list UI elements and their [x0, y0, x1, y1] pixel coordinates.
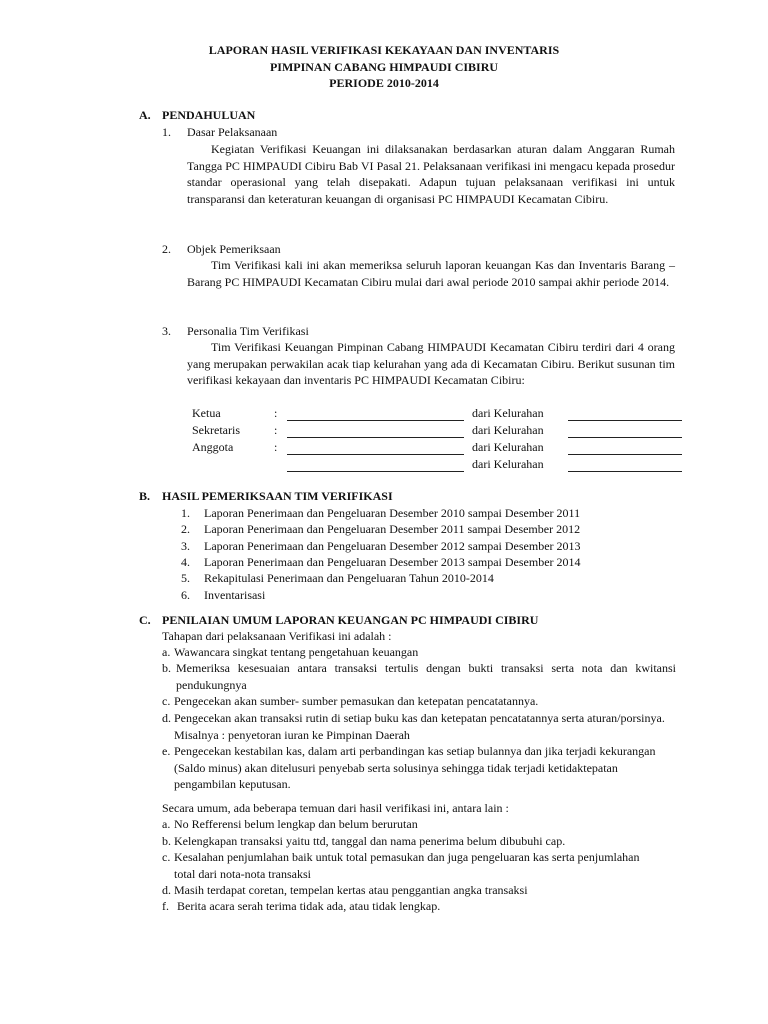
roster-colon: :: [274, 423, 278, 437]
list-item: Laporan Penerimaan dan Pengeluaran Desember 2011 sampai Desember 2012: [204, 522, 581, 536]
roster-kelurahan-line: [568, 471, 682, 472]
finding-letter: a.: [162, 817, 171, 831]
finding-letter: b.: [162, 834, 171, 848]
roster-role-label: Ketua: [192, 406, 221, 420]
finding-text: Kelengkapan transaksi yaitu ttd, tanggal dan nama penerima belum dibubuhi cap.: [174, 834, 566, 848]
finding-text: No Refferensi belum lengkap dan belum berurutan: [174, 817, 418, 831]
roster-suffix: dari Kelurahan: [472, 457, 544, 471]
section-a-item-3-num: 3.: [162, 324, 171, 338]
step-letter: e.: [162, 744, 171, 758]
finding-letter: d.: [162, 883, 171, 897]
roster-kelurahan-line: [568, 420, 682, 421]
step-text: Memeriksa kesesuaian antara transaksi tertulis dengan bukti transaksi serta nota dan kwitansi pendukungnya: [176, 661, 676, 692]
section-a-item-1-title: Dasar Pelaksanaan: [187, 125, 278, 139]
step-letter: b.: [162, 661, 171, 675]
list-item-num: 1.: [181, 506, 190, 520]
list-item: Inventarisasi: [204, 588, 266, 602]
roster-name-line: [287, 471, 464, 472]
roster-name-line: [287, 454, 464, 455]
section-b-letter: B.: [139, 489, 151, 503]
list-item-num: 4.: [181, 555, 190, 569]
list-item: Laporan Penerimaan dan Pengeluaran Desember 2010 sampai Desember 2011: [204, 506, 581, 520]
finding-text: Berita acara serah terima tidak ada, atau tidak lengkap.: [174, 899, 441, 913]
roster-suffix: dari Kelurahan: [472, 440, 544, 454]
section-c-letter: C.: [139, 613, 151, 627]
step-text: Pengecekan kestabilan kas, dalam arti perbandingan kas setiap bulannya dan jika terjadi kekurangan (Saldo minus) akan ditelusuri penyebab serta solusinya sehingga tidak terjadi ketidaktepatan pengambilan keputusan.: [174, 744, 656, 791]
section-a-item-3-text: Tim Verifikasi Keuangan Pimpinan Cabang HIMPAUDI Kecamatan Cibiru terdiri dari 4 orang yang merupakan perwakilan acak tiap kelurahan yang ada di Kecamatan Cibiru. Berikut susunan tim verifikasi kekayaan dan inventaris PC HIMPAUDI Kecamatan Cibiru:: [187, 340, 675, 387]
document-title: [0, 42, 768, 92]
finding-letter: f.: [162, 899, 169, 913]
roster-suffix: dari Kelurahan: [472, 423, 544, 437]
step-letter: a.: [162, 645, 171, 659]
list-item: Laporan Penerimaan dan Pengeluaran Desember 2012 sampai Desember 2013: [204, 539, 581, 553]
section-b-title: HASIL PEMERIKSAAN TIM VERIFIKASI: [162, 489, 393, 503]
section-a-item-2-title: Objek Pemeriksaan: [187, 242, 281, 256]
section-a-item-1-num: 1.: [162, 125, 171, 139]
finding-text: Masih terdapat coretan, tempelan kertas atau penggantian angka transaksi: [174, 883, 528, 897]
roster-name-line: [287, 437, 464, 438]
step-text: Pengecekan akan sumber- sumber pemasukan dan ketepatan pencatatannya.: [174, 694, 539, 708]
section-a-item-1-text: Kegiatan Verifikasi Keuangan ini dilaksanakan berdasarkan aturan dalam Anggaran Rumah Tangga PC HIMPAUDI Cibiru Bab VI Pasal 21. Pelaksanaan verifikasi ini mengacu kepada prosedur standar operasional yang telah disepakati. Adapun tujuan pelaksanaan verifikasi ini untuk transparansi dan keteraturan keuangan di organisasi PC HIMPAUDI Kecamatan Cibiru.: [187, 142, 675, 206]
list-item: Rekapitulasi Penerimaan dan Pengeluaran Tahun 2010-2014: [204, 571, 494, 585]
finding-text: Kesalahan penjumlahan baik untuk total pemasukan dan juga pengeluaran kas serta penjumlahan total dari nota-nota transaksi: [174, 850, 640, 881]
section-a-title: PENDAHULUAN: [162, 108, 256, 122]
findings-intro: Secara umum, ada beberapa temuan dari hasil verifikasi ini, antara lain :: [162, 801, 509, 815]
step-letter: c.: [162, 694, 171, 708]
list-item-num: 6.: [181, 588, 190, 602]
section-a-item-2-text: Tim Verifikasi kali ini akan memeriksa seluruh laporan keuangan Kas dan Inventaris Barang – Barang PC HIMPAUDI Kecamatan Cibiru mulai dari awal periode 2010 sampai akhir periode 2014.: [187, 258, 675, 289]
step-text: Pengecekan akan transaksi rutin di setiap buku kas dan ketepatan pencatatannya serta aturan/porsinya. Misalnya : penyetoran iuran ke Pimpinan Daerah: [174, 711, 665, 742]
section-c-title: PENILAIAN UMUM LAPORAN KEUANGAN PC HIMPAUDI CIBIRU: [162, 613, 539, 627]
list-item-num: 5.: [181, 571, 190, 585]
title-line-1: LAPORAN HASIL VERIFIKASI KEKAYAAN DAN INVENTARIS: [208, 43, 560, 57]
roster-colon: :: [274, 406, 278, 420]
finding-letter: c.: [162, 850, 171, 864]
section-a-item-3-title: Personalia Tim Verifikasi: [187, 324, 309, 338]
roster-colon: :: [274, 440, 278, 454]
roster-role-label: Anggota: [192, 440, 234, 454]
roster-name-line: [287, 420, 464, 421]
roster-suffix: dari Kelurahan: [472, 406, 544, 420]
section-c-intro: Tahapan dari pelaksanaan Verifikasi ini adalah :: [162, 629, 392, 643]
section-a-letter: A.: [139, 108, 151, 122]
title-line-2: PIMPINAN CABANG HIMPAUDI CIBIRU: [269, 59, 499, 74]
list-item-num: 2.: [181, 522, 190, 536]
step-letter: d.: [162, 711, 171, 725]
section-a-item-2-num: 2.: [162, 242, 171, 256]
list-item: Laporan Penerimaan dan Pengeluaran Desember 2013 sampai Desember 2014: [204, 555, 581, 569]
roster-kelurahan-line: [568, 454, 682, 455]
roster-role-label: Sekretaris: [192, 423, 240, 437]
title-line-3: PERIODE 2010-2014: [329, 76, 439, 90]
roster-kelurahan-line: [568, 437, 682, 438]
step-text: Wawancara singkat tentang pengetahuan keuangan: [174, 645, 419, 659]
list-item-num: 3.: [181, 539, 190, 553]
